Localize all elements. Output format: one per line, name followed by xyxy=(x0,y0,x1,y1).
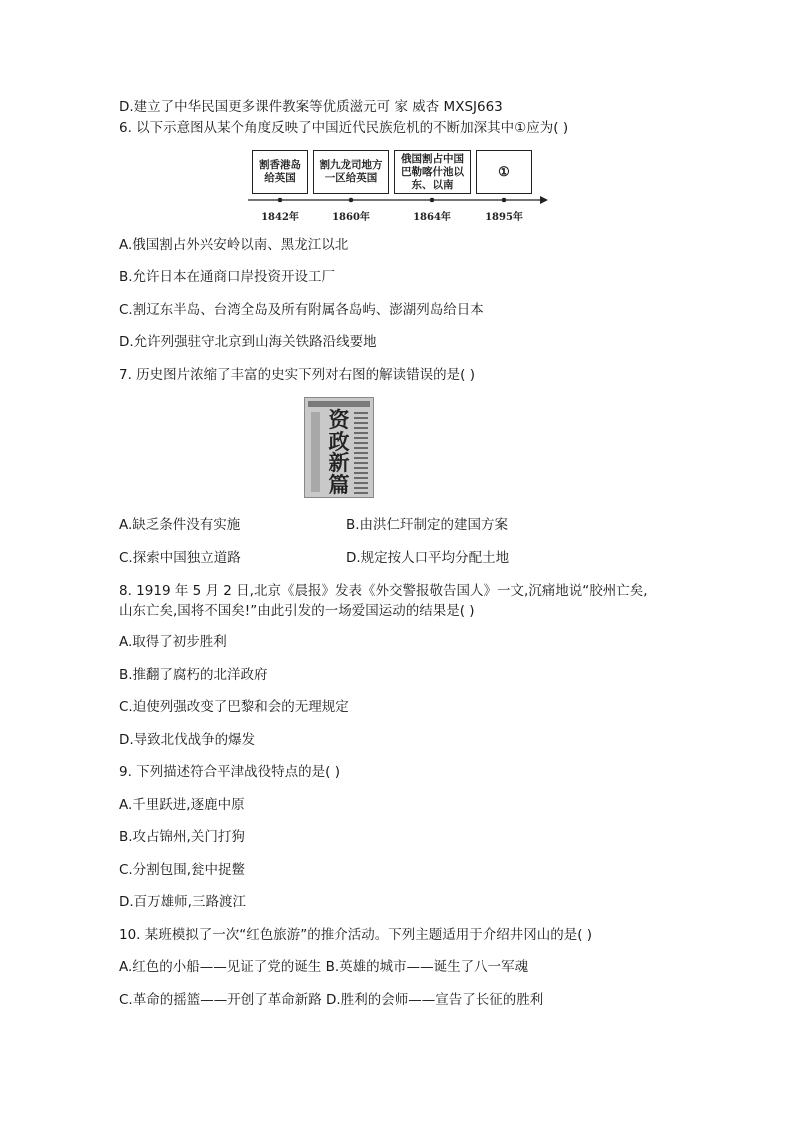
timeline-box-1864 xyxy=(394,150,471,194)
q7-option-c: C.探索中国独立道路 xyxy=(119,550,241,566)
q7-option-a: A.缺乏条件没有实施 xyxy=(119,517,241,533)
q8-option-a: A.取得了初步胜利 xyxy=(119,634,227,650)
q7-option-b: B.由洪仁玕制定的建国方案 xyxy=(346,517,509,533)
timeline-box-text: 俄国割占中国巴勒喀什池以东、以南 xyxy=(401,152,464,191)
q7-option-d: D.规定按人口平均分配土地 xyxy=(346,550,510,566)
q7-stem: 7. 历史图片浓缩了丰富的史实下列对右图的解读错误的是( ) xyxy=(119,367,475,383)
q10-options-line-1: A.红色的小船——见证了党的诞生 B.英雄的城市——诞生了八一军魂 xyxy=(119,959,529,975)
q8-option-c: C.迫使列强改变了巴黎和会的无理规定 xyxy=(119,699,349,715)
q8-option-d: D.导致北伐战争的爆发 xyxy=(119,732,256,748)
timeline-box-text: ① xyxy=(498,164,510,180)
timeline-box-text: 割九龙司地方一区给英国 xyxy=(319,159,383,184)
q6-option-d: D.允许列强驻守北京到山海关铁路沿线要地 xyxy=(119,334,377,350)
q8-stem-line-2: 山东亡矣,国将不国矣!”由此引发的一场爱国运动的结果是( ) xyxy=(119,603,475,619)
q5-option-d: D.建立了中华民国更多课件教案等优质滋元可 家 威杏 MXSJ663 xyxy=(119,99,503,115)
timeline-year-1864: 1864年 xyxy=(413,212,451,223)
q7-options-row-2 xyxy=(119,549,510,567)
q6-option-b: B.允许日本在通商口岸投资开设工厂 xyxy=(119,269,336,285)
q8-option-b: B.推翻了腐朽的北洋政府 xyxy=(119,667,268,683)
timeline-box-1860 xyxy=(313,150,389,194)
q9-stem: 9. 下列描述符合平津战役特点的是( ) xyxy=(119,764,340,780)
timeline-year-1895: 1895年 xyxy=(485,212,523,223)
timeline-year-1842: 1842年 xyxy=(261,212,299,223)
q9-option-c: C.分割包围,瓮中捉鳖 xyxy=(119,862,246,878)
timeline-box-1842 xyxy=(252,150,308,194)
timeline-box-text: 割香港岛给英国 xyxy=(259,159,301,184)
book-side-column xyxy=(354,412,368,494)
q9-option-d: D.百万雄师,三路渡江 xyxy=(119,894,246,910)
q9-option-b: B.攻占锦州,关门打狗 xyxy=(119,829,245,845)
q6-option-c: C.割辽东半岛、台湾全岛及所有附属各岛屿、澎湖列岛给日本 xyxy=(119,302,484,318)
q6-option-a: A.俄国割占外兴安岭以南、黑龙江以北 xyxy=(119,237,349,253)
q9-option-a: A.千里跃进,逐鹿中原 xyxy=(119,797,245,813)
q10-options-line-2: C.革命的摇篮——开创了革命新路 D.胜利的会师——宣告了长征的胜利 xyxy=(119,992,544,1008)
q8-stem-line-1: 8. 1919 年 5 月 2 日,北京《晨报》发表《外交警报敬告国人》一文,沉痛地说“胶州亡矣, xyxy=(119,583,648,599)
timeline-year-1860: 1860年 xyxy=(332,212,370,223)
book-title: 资政新篇 xyxy=(328,407,350,497)
timeline-box-1895 xyxy=(476,150,532,194)
q6-stem: 6. 以下示意图从某个角度反映了中国近代民族危机的不断加深其中①应为( ) xyxy=(119,120,569,136)
book-cover-image xyxy=(304,397,374,498)
q10-stem: 10. 某班模拟了一次“红色旅游”的推介活动。下列主题适用于介绍井冈山的是( ) xyxy=(119,927,593,943)
q7-options-row-1 xyxy=(119,516,509,534)
timeline-axis xyxy=(240,193,552,207)
book-side-column xyxy=(311,412,320,492)
